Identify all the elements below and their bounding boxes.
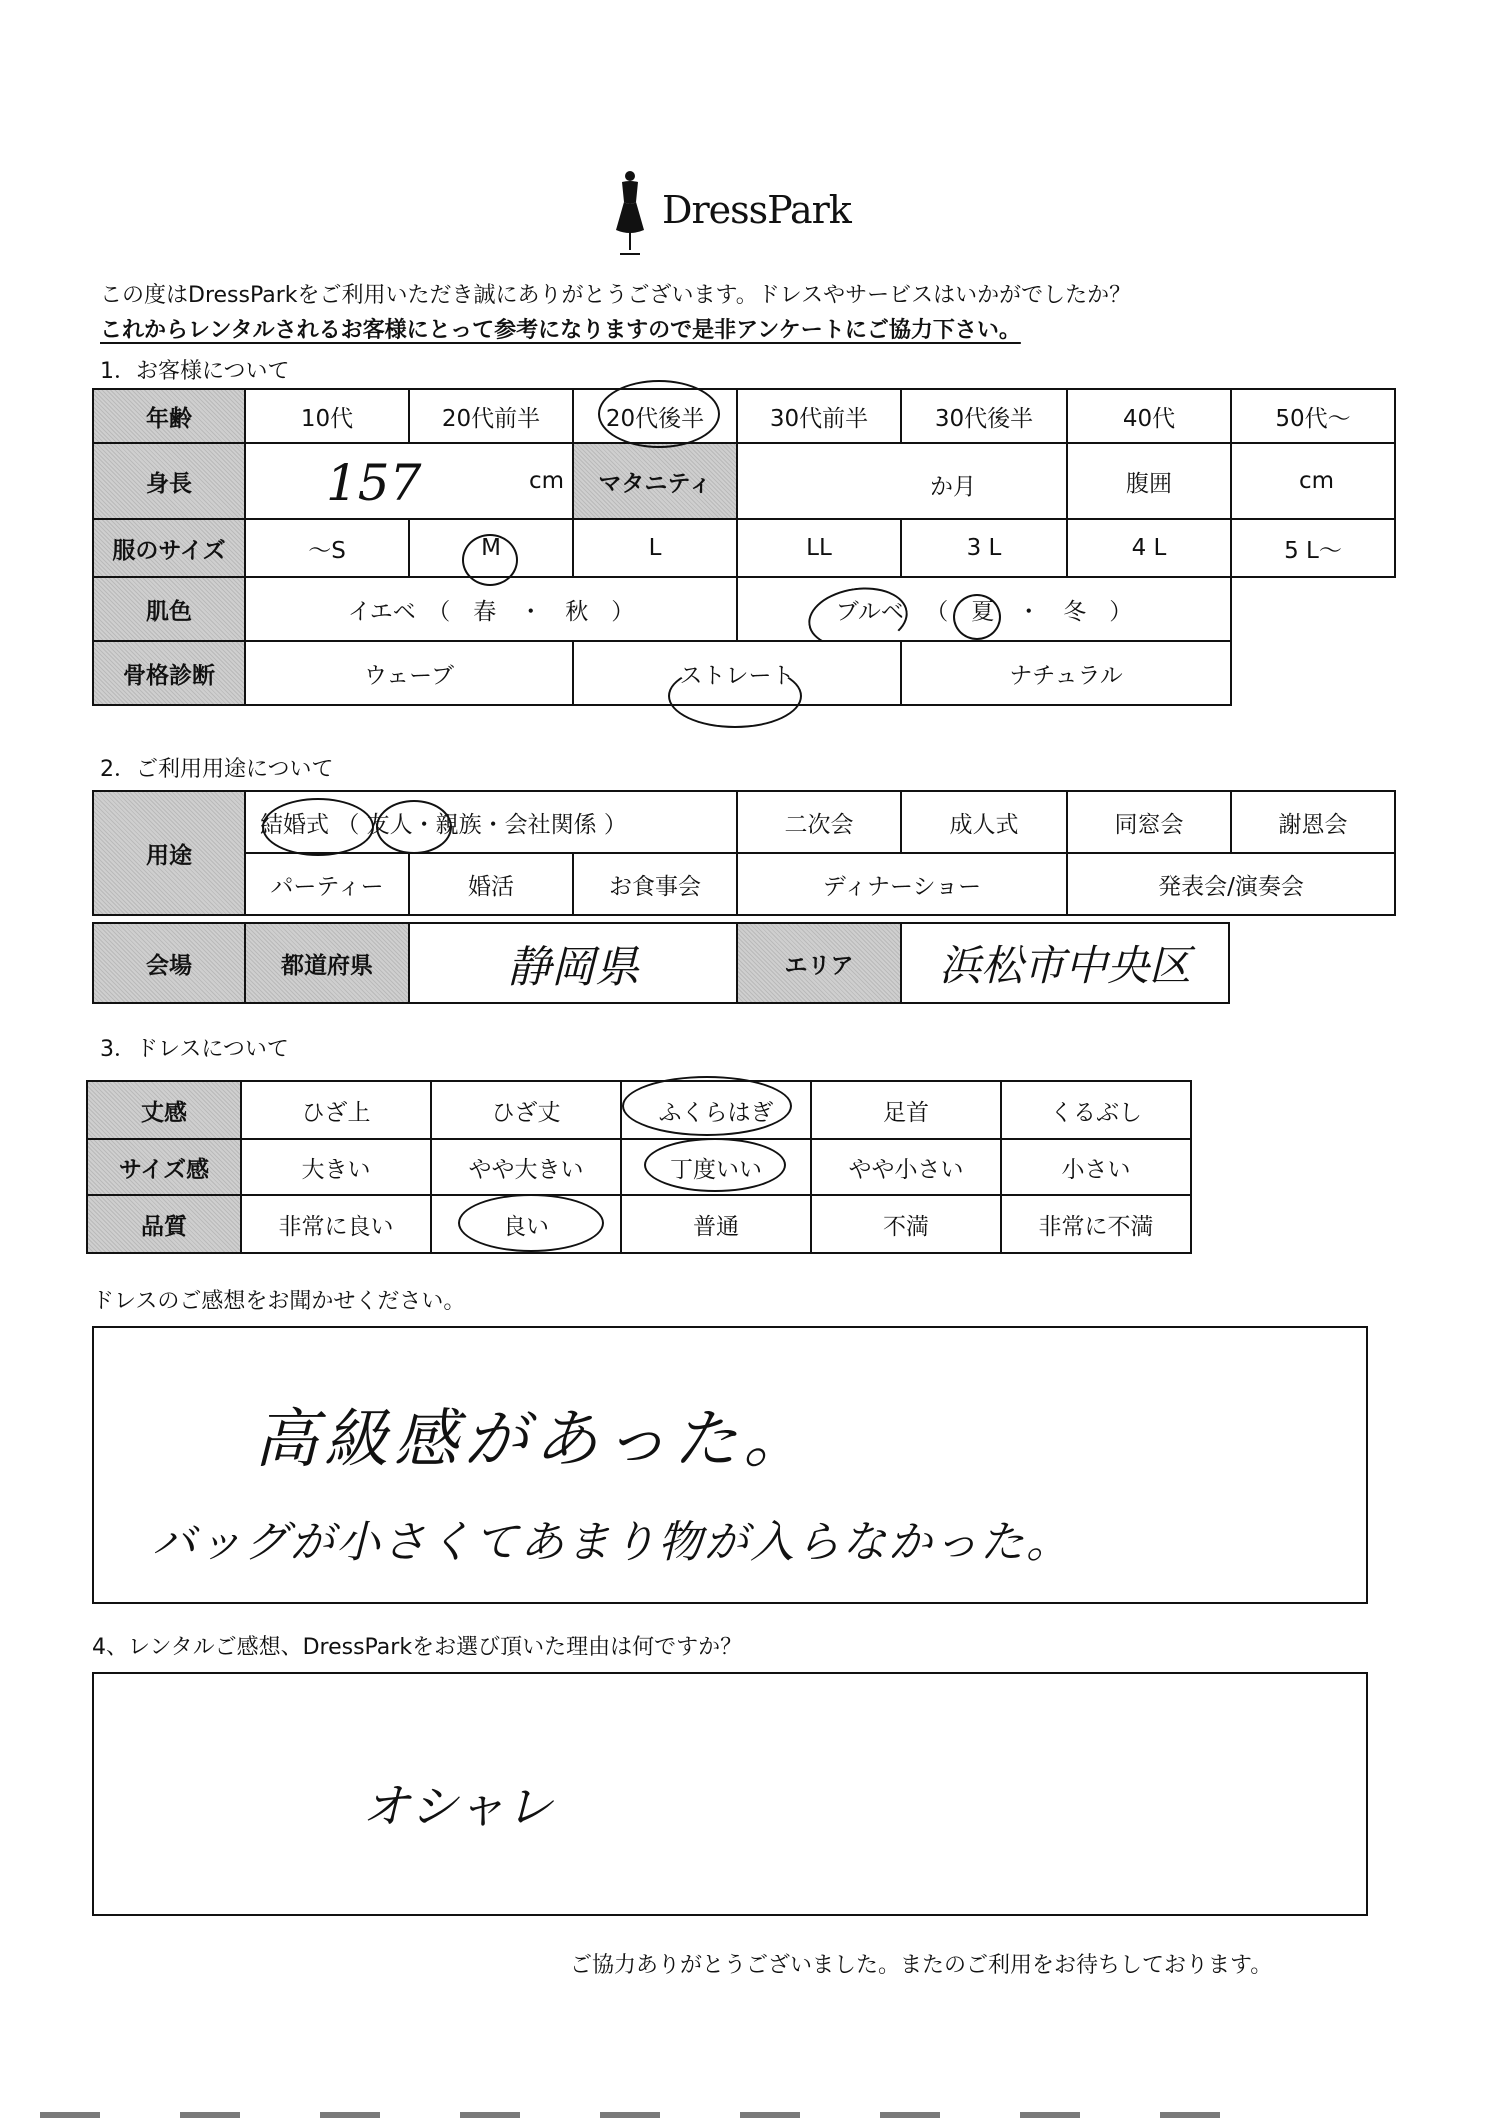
fit-option-selected[interactable]: 丁度いい [621, 1139, 811, 1195]
frame-option[interactable]: ウェーブ [245, 641, 573, 705]
waist-unit: cm [1298, 468, 1334, 494]
height-field[interactable] [245, 443, 573, 519]
skin-blue-seasons: （ 夏 ・ 冬 ） [925, 598, 1133, 625]
size-option[interactable]: L [573, 519, 737, 577]
size-label: 服のサイズ [93, 519, 245, 577]
selection-circle-straight [668, 664, 802, 728]
prefecture-value[interactable]: 静岡県 [409, 923, 737, 1003]
brand-logo [600, 168, 900, 258]
dress-comment-box[interactable] [92, 1326, 1368, 1604]
length-option[interactable]: ひざ丈 [431, 1081, 621, 1139]
wedding-label: 結婚式 [260, 811, 329, 838]
section-4-title: 4、レンタルご感想、DressParkをお選び頂いた理由は何ですか？ [92, 1635, 743, 1660]
fit-option[interactable]: やや大きい [431, 1139, 621, 1195]
fit-option[interactable]: 小さい [1001, 1139, 1191, 1195]
months-unit: か月 [930, 474, 976, 500]
size-option[interactable]: LL [737, 519, 901, 577]
fit-label: サイズ感 [87, 1139, 241, 1195]
dress-comment-line-1: 高級感があった。 [254, 1403, 814, 1477]
length-label: 丈感 [87, 1081, 241, 1139]
fit-option[interactable]: 大きい [241, 1139, 431, 1195]
purpose-option[interactable]: 成人式 [901, 791, 1067, 853]
length-option-selected[interactable]: ふくらはぎ [621, 1081, 811, 1139]
frame-option[interactable]: ナチュラル [901, 641, 1231, 705]
area-label: エリア [737, 923, 901, 1003]
purpose-label: 用途 [93, 791, 245, 915]
purpose-option[interactable]: ディナーショー [737, 853, 1067, 915]
purpose-option[interactable]: お食事会 [573, 853, 737, 915]
selection-circle-fit [644, 1138, 786, 1192]
quality-option[interactable]: 不満 [811, 1195, 1001, 1253]
purpose-option[interactable]: 発表会/演奏会 [1067, 853, 1395, 915]
purpose-option[interactable]: 同窓会 [1067, 791, 1231, 853]
size-option[interactable]: ～S [245, 519, 409, 577]
waist-field[interactable] [1231, 443, 1395, 519]
brand-name: DressPark [662, 188, 851, 232]
age-option[interactable]: 10代 [245, 389, 409, 443]
height-value: 157 [326, 454, 422, 512]
scan-artifact-line [40, 2112, 1290, 2118]
footer-thanks: ご協力ありがとうございました。またのご利用をお待ちしております。 [570, 1953, 1273, 1978]
height-unit: cm [528, 468, 564, 494]
size-option[interactable]: 3 L [901, 519, 1067, 577]
venue-label: 会場 [93, 923, 245, 1003]
size-option[interactable]: 4 L [1067, 519, 1231, 577]
rental-comment-box[interactable] [92, 1672, 1368, 1916]
area-value[interactable]: 浜松市中央区 [901, 923, 1229, 1003]
maternity-months-field[interactable] [737, 443, 1067, 519]
size-option-selected[interactable]: M [409, 519, 573, 577]
prefecture-label: 都道府県 [245, 923, 409, 1003]
age-option[interactable]: 40代 [1067, 389, 1231, 443]
fit-option[interactable]: やや小さい [811, 1139, 1001, 1195]
selection-circle-quality [458, 1194, 604, 1252]
dress-comment-line-2: バッグが小さくてあまり物が入らなかった。 [152, 1517, 1072, 1568]
quality-label: 品質 [87, 1195, 241, 1253]
purpose-option[interactable]: パーティー [245, 853, 409, 915]
frame-label: 骨格診断 [93, 641, 245, 705]
length-option[interactable]: 足首 [811, 1081, 1001, 1139]
age-option[interactable]: 50代～ [1231, 389, 1395, 443]
age-option[interactable]: 20代前半 [409, 389, 573, 443]
quality-option[interactable]: 非常に良い [241, 1195, 431, 1253]
purpose-option[interactable]: 二次会 [737, 791, 901, 853]
skin-label: 肌色 [93, 577, 245, 641]
skin-yellow-option[interactable]: イエベ （ 春 ・ 秋 ） [245, 577, 737, 641]
skin-blue-label: ブルベ [835, 598, 904, 625]
section-3-title: 3．ドレスについて [100, 1037, 289, 1062]
empty-cell [1231, 577, 1395, 641]
height-label: 身長 [93, 443, 245, 519]
maternity-label: マタニティ [573, 443, 737, 519]
age-label: 年齢 [93, 389, 245, 443]
wedding-detail: 友人・親族・会社関係 ） [366, 811, 627, 838]
section-2-title: 2．ご利用用途について [100, 757, 334, 782]
dress-form-icon [600, 168, 660, 258]
purpose-option[interactable]: 婚活 [409, 853, 573, 915]
quality-option-selected[interactable]: 良い [431, 1195, 621, 1253]
selection-circle-wedding [262, 798, 374, 856]
customer-info-table [92, 388, 1396, 706]
waist-label: 腹囲 [1067, 443, 1231, 519]
age-option-selected[interactable]: 20代後半 [573, 389, 737, 443]
length-option[interactable]: ひざ上 [241, 1081, 431, 1139]
empty-cell [1231, 641, 1395, 705]
section-1-title: 1．お客様について [100, 359, 290, 384]
rental-comment-text: オシャレ [362, 1779, 554, 1835]
intro-line-1: この度はDressParkをご利用いただき誠にありがとうございます。ドレスやサービスはいかがでしたか？ [100, 283, 1132, 308]
selection-circle-summer [953, 594, 1001, 640]
quality-option[interactable]: 普通 [621, 1195, 811, 1253]
wedding-paren: （ [336, 811, 360, 838]
size-option[interactable]: 5 L～ [1231, 519, 1395, 577]
dress-comment-prompt: ドレスのご感想をお聞かせください。 [92, 1289, 466, 1314]
selection-circle-age [598, 380, 720, 448]
quality-option[interactable]: 非常に不満 [1001, 1195, 1191, 1253]
age-option[interactable]: 30代後半 [901, 389, 1067, 443]
intro-line-2: これからレンタルされるお客様にとって参考になりますので是非アンケートにご協力下さい。 [100, 318, 1021, 343]
selection-circle-length [622, 1076, 792, 1136]
selection-circle-friend [376, 800, 452, 854]
length-option[interactable]: くるぶし [1001, 1081, 1191, 1139]
age-option[interactable]: 30代前半 [737, 389, 901, 443]
venue-table [92, 922, 1230, 1004]
purpose-option[interactable]: 謝恩会 [1231, 791, 1395, 853]
selection-circle-size [462, 534, 518, 586]
frame-option-selected[interactable]: ストレート [573, 641, 901, 705]
